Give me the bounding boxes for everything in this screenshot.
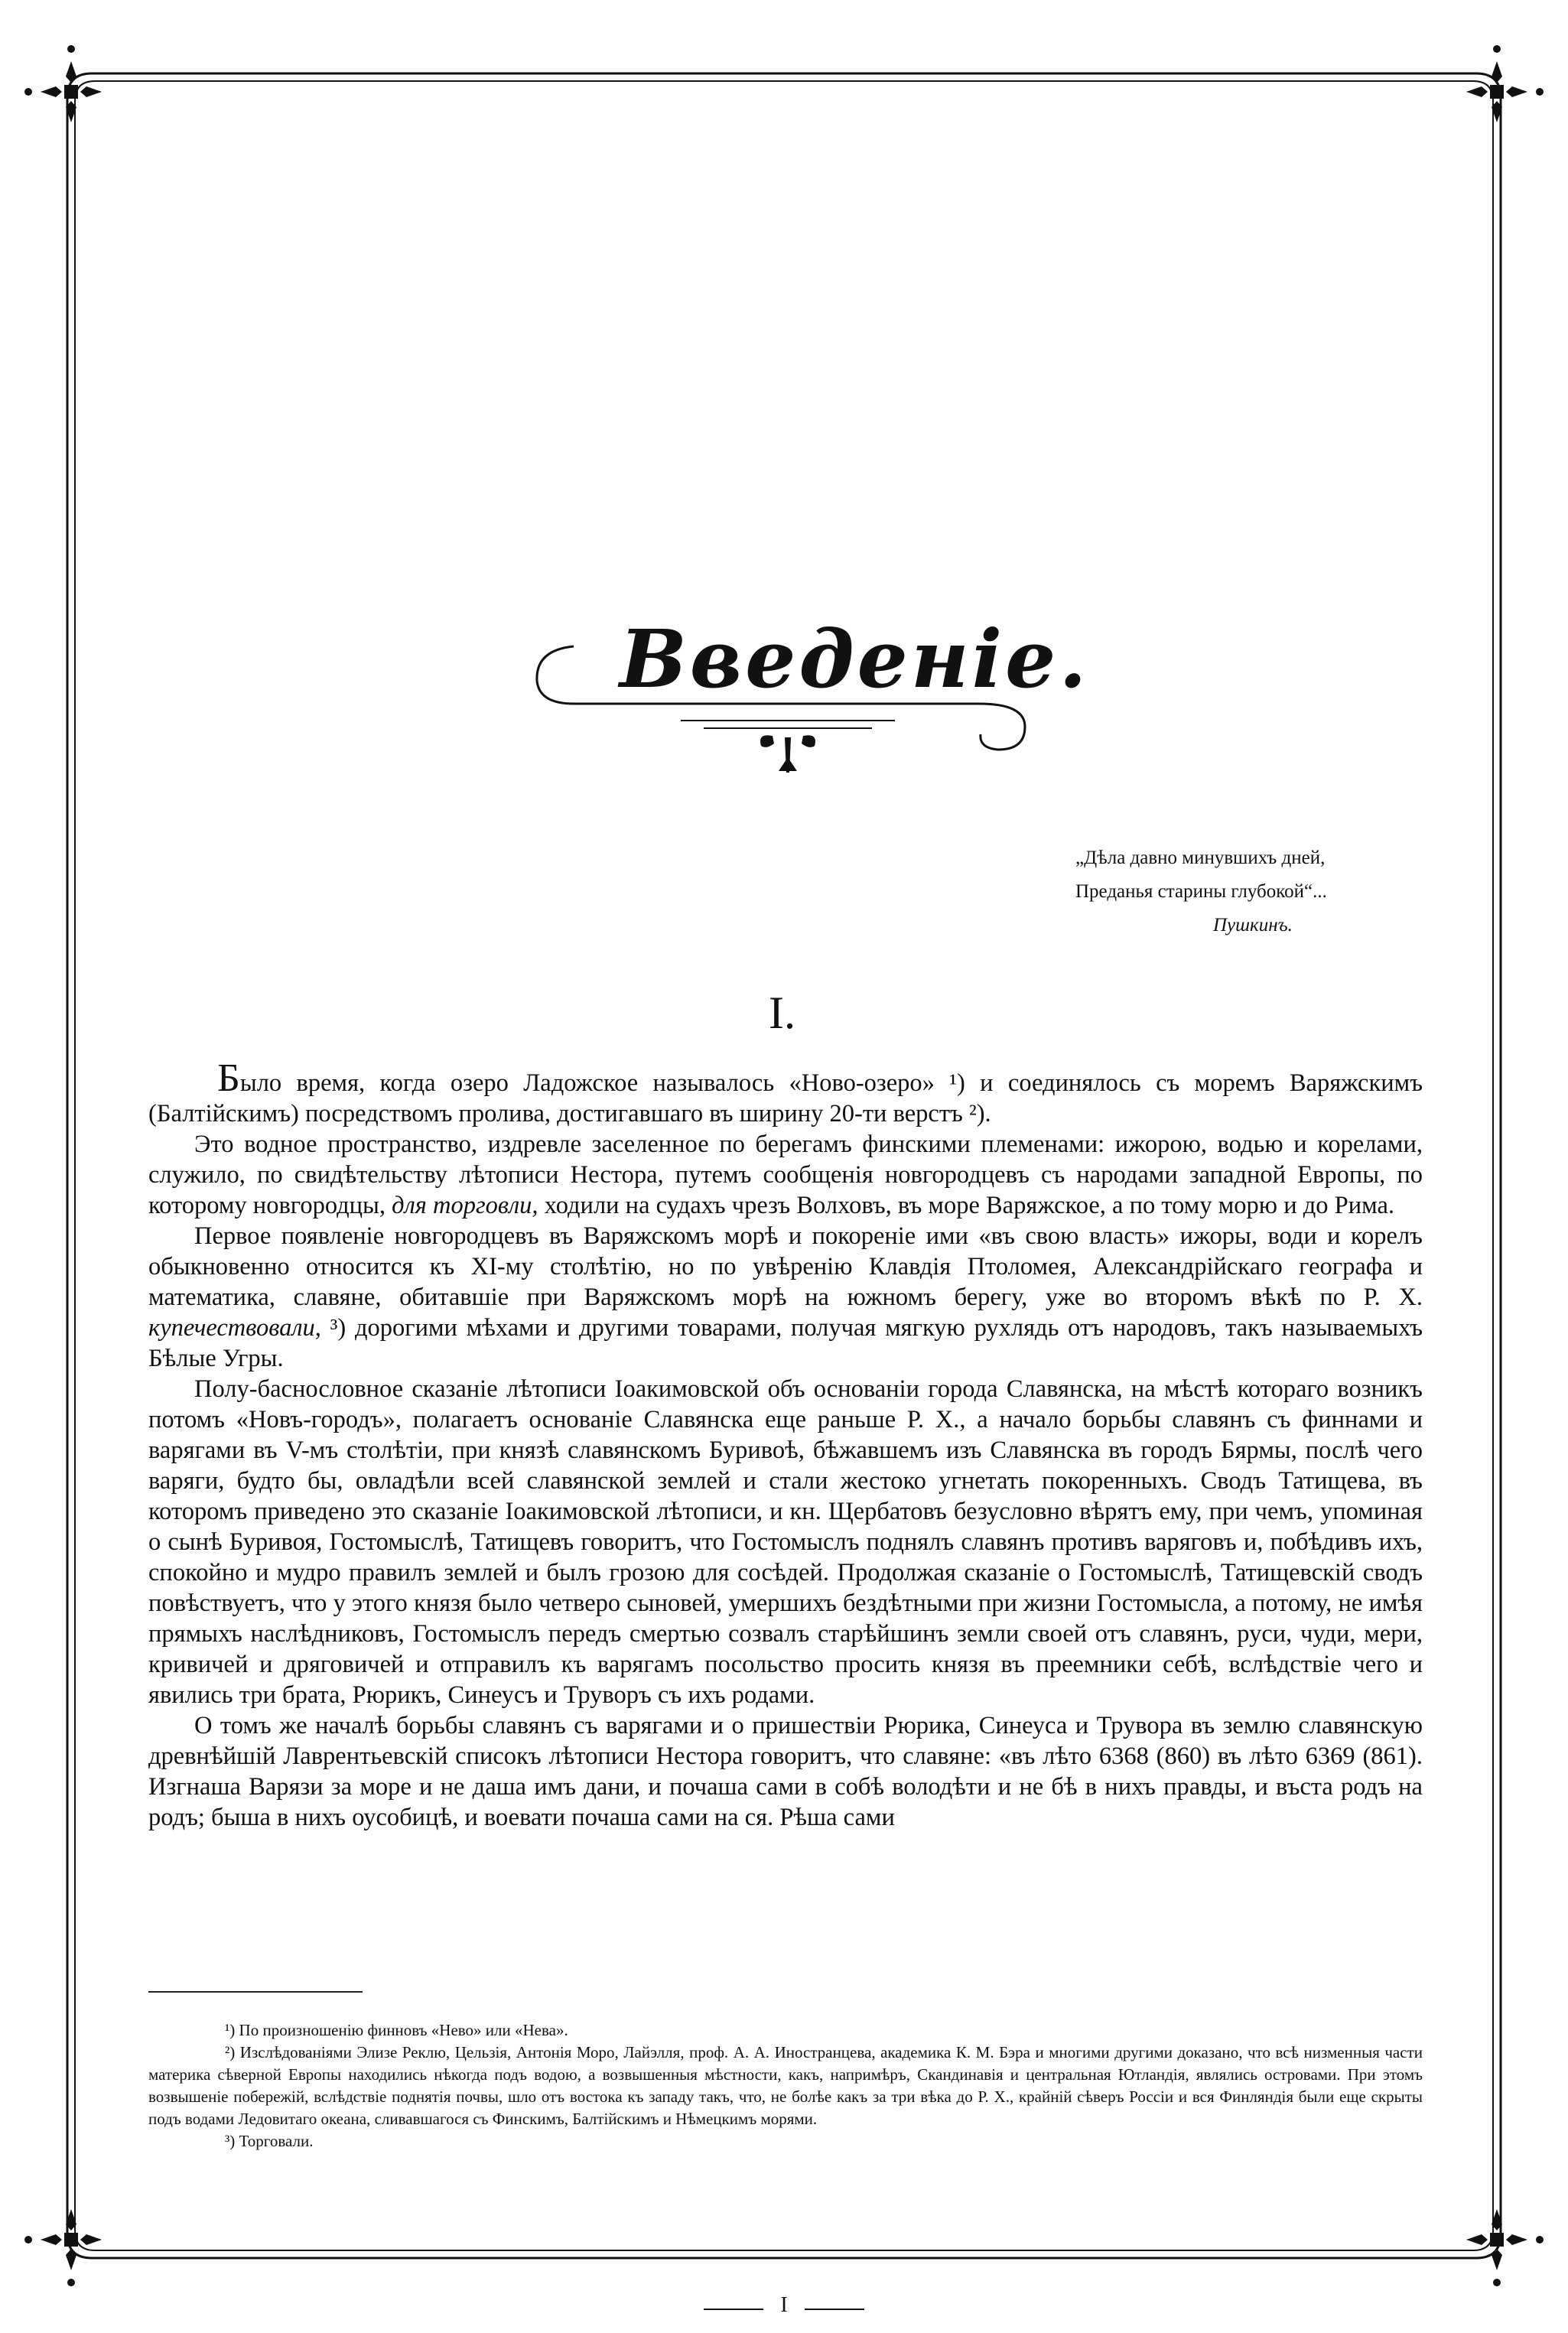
paragraph-2 xyxy=(148,1129,1423,1221)
epigraph-author: Пушкинъ. xyxy=(1213,915,1293,935)
drop-cap: Б xyxy=(217,1056,240,1100)
body-text xyxy=(148,1056,1423,1833)
epigraph-line-1: „Дѣла давно минувшихъ дней, xyxy=(1075,848,1326,868)
title-block xyxy=(528,597,1090,803)
footnote-separator xyxy=(148,1991,363,1993)
title-ornament xyxy=(760,735,815,773)
paragraph-3-text-b: ³) дорогими мѣхами и другими товарами, получая мягкую рухлядь отъ народовъ, такъ называемыхъ Бѣлые Угры. xyxy=(148,1314,1423,1372)
paragraph-3-text-a: Первое появленіе новгородцевъ въ Варяжскомъ морѣ и покореніе ими «въ свою власть» ижоры, води и корелъ обыкновенно относится къ XI-му столѣтію, но по увѣренію Клавдія Птоломея, Александрійскаго географа и математика, славяне, обитавшіе при Варяжскомъ морѣ на южномъ берегу, уже во второмъ вѣкѣ по Р. Х. xyxy=(148,1222,1423,1311)
paragraph-2-text-b: ходили на судахъ чрезъ Волховъ, въ море Варяжское, а по тому морю и до Рима. xyxy=(544,1192,1394,1219)
paragraph-4: Полу-баснословное сказаніе лѣтописи Іоакимовской объ основаніи города Славянска, на мѣстѣ котораго возникъ потомъ «Новъ-городъ», полагаетъ основаніе Славянска еще раньше Р. Х., а начало борьбы славянъ съ финнами и варягами въ V-мъ столѣтіи, при князѣ славянскомъ Буривоѣ, бѣжавшемъ изъ Славянска въ городъ Бярмы, послѣ чего варяги, будто бы, овладѣли всей славянской землей и стали жестоко угнетать покоренныхъ. Сводъ Татищева, въ которомъ приведено это сказаніе Іоакимовской лѣтописи, и кн. Щербатовъ безусловно вѣрятъ ему, при чемъ, упоминая о сынѣ Буривоя, Гостомыслѣ, Татищевъ говоритъ, что Гостомыслъ поднялъ славянъ противъ варяговъ и, побѣдивъ ихъ, спокойно и мудро правилъ землей и былъ грозою для сосѣдей. Продолжая сказаніе о Гостомыслѣ, Татищевскій сводъ повѣствуетъ, что у этого князя было четверо сыновей, умершихъ бездѣтными при жизни Гостомысла, а потому, не имѣя прямыхъ наслѣдниковъ, Гостомыслъ передъ смертью созвалъ старѣйшинъ земли своей отъ славянъ, руси, чуди, мери, кривичей и дряговичей и отправилъ къ варягамъ посольство просить князя въ преемники себѣ, вслѣдствіе чего и явились три брата, Рюрикъ, Синеусъ и Труворъ съ ихъ родами. xyxy=(148,1375,1423,1709)
page-number: I xyxy=(780,2293,788,2317)
paragraph-1-text: ыло время, когда озеро Ладожское называлось «Ново-озеро» ¹) и соединялось съ моремъ Варяжскимъ (Балтійскимъ) посредствомъ пролива, достигавшаго въ ширину 20-ти верстъ ²). xyxy=(148,1069,1423,1127)
paragraph-2-italic: для торговли, xyxy=(392,1192,538,1219)
paragraph-3-italic: купечествовали, xyxy=(148,1314,321,1342)
footer-rule-right xyxy=(805,2309,864,2310)
page-title: Введеніе. xyxy=(620,612,1090,706)
footnotes xyxy=(148,2019,1423,2152)
paragraph-1 xyxy=(148,1056,1423,1129)
paragraph-3 xyxy=(148,1221,1423,1374)
epigraph-line-2: Преданья старины глубокой“... xyxy=(1075,881,1327,902)
footnote-2: ²) Изслѣдованіями Элизе Реклю, Цельзія, Антонія Моро, Лайэлля, проф. А. А. Иностранцева, академика К. М. Бэра и многими другими доказано, что всѣ низменныя части материка сѣверной Европы находились нѣкогда подъ водою, а возвышенныя мѣстности, какъ, напримѣръ, Скандинавія и центральная Ютландія, являлись островами. При этомъ возвышеніе побережій, вслѣдствіе поднятія почвы, шло отъ востока къ западу такъ, что, не болѣе какъ за три вѣка до Р. Х., крайній сѣверъ Россіи и вся Финляндія были еще скрыты подъ водами Ледовитаго океана, сливавшагося съ Финскимъ, Балтійскимъ и Нѣмецкимъ морями. xyxy=(148,2043,1423,2128)
footnote-3: ³) Торговали. xyxy=(225,2132,314,2150)
footnote-1: ¹) По произношенію финновъ «Нево» или «Нева». xyxy=(225,2021,568,2039)
chapter-number: I. xyxy=(769,988,795,1038)
paragraph-2-text-a: Это водное пространство, издревле заселенное по берегамъ финскими племенами: ижорою, водью и корелами, служило, по свидѣтельству лѣтописи Нестора, путемъ сообщенія новгородцевъ съ народами западной Европы, по которому новгородцы, xyxy=(148,1131,1423,1219)
epigraph xyxy=(1075,841,1427,942)
paragraph-5: О томъ же началѣ борьбы славянъ съ варягами и о пришествіи Рюрика, Синеуса и Трувора въ землю славянскую древнѣйшій Лаврентьевскій списокъ лѣтописи Нестора говоритъ, что славяне: «въ лѣто 6368 (860) въ лѣто 6369 (861). Изгнаша Варязи за море и не даша имъ дани, и почаша сами в собѣ володѣти и не бѣ в нихъ правды, и въста родъ на родъ; быша в нихъ оусобицѣ, и воевати почаша сами на ся. Рѣша сами xyxy=(148,1712,1423,1831)
page-footer xyxy=(704,2293,864,2324)
